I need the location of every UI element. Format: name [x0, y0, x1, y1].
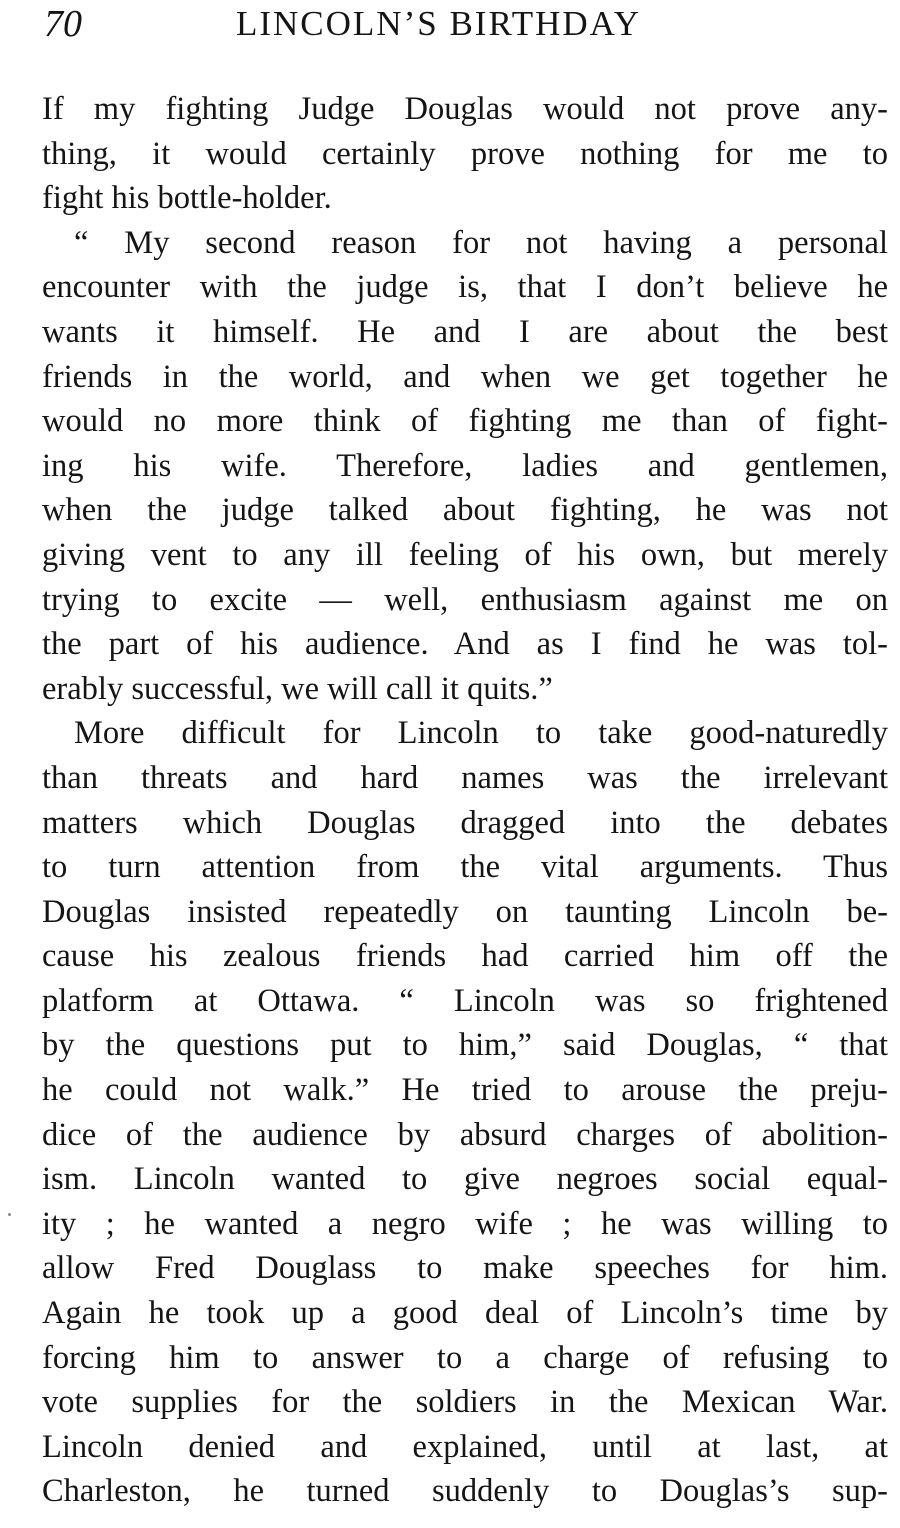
text-line: encounter with the judge is, that I don’t believe he — [42, 269, 888, 306]
text-line: when the judge talked about fighting, he was not — [42, 492, 888, 529]
text-line: vote supplies for the soldiers in the Mexican War. — [42, 1384, 888, 1421]
text-line: platform at Ottawa. “ Lincoln was so frightened — [42, 982, 888, 1019]
text-line: cause his zealous friends had carried him off the — [42, 938, 888, 975]
text-line: Again he took up a good deal of Lincoln’s time by — [42, 1295, 888, 1332]
text-line: giving vent to any ill feeling of his own, but merely — [42, 536, 888, 573]
text-line: fight his bottle-holder. — [42, 180, 332, 217]
text-line: Lincoln denied and explained, until at last, at — [42, 1428, 888, 1465]
text-line: forcing him to answer to a charge of refusing to — [42, 1339, 888, 1376]
page-number: 70 — [44, 3, 82, 45]
text-line: ism. Lincoln wanted to give negroes social equal- — [42, 1161, 888, 1198]
text-line: “ My second reason for not having a personal — [74, 224, 888, 261]
running-head — [40, 0, 890, 50]
text-line: More difficult for Lincoln to take good-naturedly — [74, 715, 888, 752]
text-line: ity ; he wanted a negro wife ; he was willing to — [42, 1205, 888, 1242]
margin-speck — [8, 1213, 11, 1216]
text-line: by the questions put to him,” said Douglas, “ that — [42, 1027, 888, 1064]
text-line: erably successful, we will call it quits.” — [42, 670, 553, 707]
text-line: to turn attention from the vital arguments. Thus — [42, 849, 888, 886]
text-line: dice of the audience by absurd charges of abolition- — [42, 1116, 888, 1153]
text-line: would no more think of fighting me than of fight- — [42, 403, 888, 440]
text-line: allow Fred Douglass to make speeches for him. — [42, 1250, 888, 1287]
text-line: he could not walk.” He tried to arouse the preju- — [42, 1072, 888, 1109]
text-line: Charleston, he turned suddenly to Douglas’s sup- — [42, 1473, 888, 1510]
body-text — [42, 87, 888, 1514]
text-line: ing his wife. Therefore, ladies and gentlemen, — [42, 447, 888, 484]
text-line: than threats and hard names was the irrelevant — [42, 759, 888, 796]
text-line: friends in the world, and when we get together he — [42, 358, 888, 395]
text-line: thing, it would certainly prove nothing for me to — [42, 135, 888, 172]
running-title: LINCOLN’S BIRTHDAY — [236, 4, 641, 43]
text-line: If my fighting Judge Douglas would not prove any- — [42, 91, 888, 127]
text-line: trying to excite — well, enthusiasm against me on — [42, 581, 888, 618]
text-line: wants it himself. He and I are about the best — [42, 313, 888, 350]
text-line: matters which Douglas dragged into the debates — [42, 804, 888, 841]
text-line: the part of his audience. And as I find he was tol- — [42, 626, 888, 663]
text-line: Douglas insisted repeatedly on taunting Lincoln be- — [42, 893, 888, 930]
